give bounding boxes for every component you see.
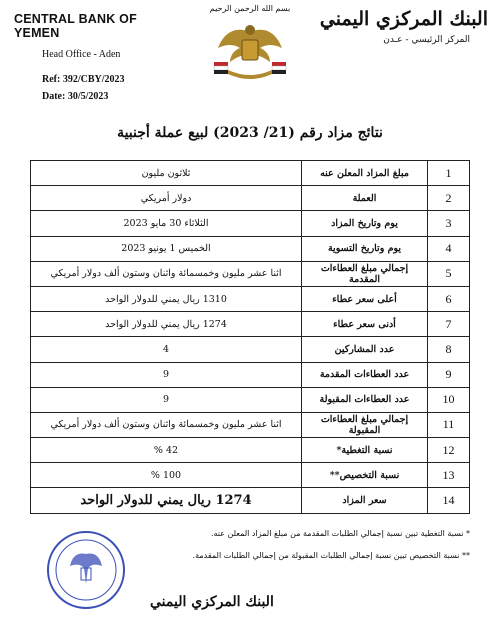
row-value: ثلاثون مليون [31, 161, 302, 186]
table-row [31, 161, 470, 186]
row-label: إجمالي مبلغ العطاءات المقبولة [302, 412, 428, 437]
basmala: بسم الله الرحمن الرحيم [209, 4, 291, 13]
document-date: Date: 30/5/2023 [42, 91, 109, 102]
bank-name-en: CENTRAL BANK OF YEMEN [14, 12, 137, 40]
table-row [31, 312, 470, 337]
row-number: 6 [428, 286, 470, 311]
header-left [14, 12, 184, 102]
row-value: 9 [31, 387, 302, 412]
row-label: سعر المزاد [302, 488, 428, 513]
row-label: عدد العطاءات المقبولة [302, 387, 428, 412]
auction-results-table [30, 160, 470, 514]
row-number: 10 [428, 387, 470, 412]
row-label: مبلغ المزاد المعلن عنه [302, 161, 428, 186]
row-value: اثنا عشر مليون وخمسمائة واثنان وستون ألف دولار أمريكي [31, 412, 302, 437]
row-number: 8 [428, 337, 470, 362]
yemen-emblem-icon [196, 4, 304, 86]
row-label: العملة [302, 186, 428, 211]
row-label: يوم وتاريخ المزاد [302, 211, 428, 236]
row-value: اثنا عشر مليون وخمسمائة واثنان وستون ألف دولار أمريكي [31, 261, 302, 286]
table-row [31, 186, 470, 211]
row-value: دولار أمريكي [31, 186, 302, 211]
row-value: 9 [31, 362, 302, 387]
row-label: يوم وتاريخ التسوية [302, 236, 428, 261]
row-label: عدد المشاركين [302, 337, 428, 362]
table-row [31, 488, 470, 513]
row-number: 9 [428, 362, 470, 387]
row-number: 5 [428, 261, 470, 286]
footnote-coverage: * نسبة التغطية تبين نسبة إجمالي الطلبات المقدمة من مبلغ المزاد المعلن عنه. [210, 529, 470, 538]
row-label: أدنى سعر عطاء [302, 312, 428, 337]
row-number: 2 [428, 186, 470, 211]
row-label: عدد العطاءات المقدمة [302, 362, 428, 387]
table-row [31, 261, 470, 286]
table-row [31, 438, 470, 463]
row-number: 14 [428, 488, 470, 513]
row-value: 4 [31, 337, 302, 362]
header-right [318, 8, 488, 45]
row-number: 7 [428, 312, 470, 337]
row-number: 11 [428, 412, 470, 437]
document-title: نتائج مزاد رقم (21/ 2023) لبيع عملة أجنبية [117, 125, 383, 141]
footnote-allocation: ** نسبة التخصيص تبين نسبة إجمالي الطلبات المقبولة من إجمالي الطلبات المقدمة. [192, 551, 470, 560]
row-label: نسبة التغطية* [302, 438, 428, 463]
row-label: نسبة التخصيص** [302, 463, 428, 488]
row-value: 1274 ريال يمني للدولار الواحد [31, 312, 302, 337]
row-value: 100 % [31, 463, 302, 488]
row-value: 1274 ريال يمني للدولار الواحد [31, 488, 302, 513]
table-row [31, 387, 470, 412]
row-label: إجمالي مبلغ العطاءات المقدمة [302, 261, 428, 286]
row-number: 12 [428, 438, 470, 463]
row-number: 4 [428, 236, 470, 261]
row-number: 1 [428, 161, 470, 186]
bank-stamp-icon [44, 528, 128, 612]
signature-bank-name: البنك المركزي اليمني [150, 594, 274, 610]
row-label: أعلى سعر عطاء [302, 286, 428, 311]
table-row [31, 236, 470, 261]
row-value: الخميس 1 يونيو 2023 [31, 236, 302, 261]
row-value: الثلاثاء 30 مايو 2023 [31, 211, 302, 236]
head-office-en: Head Office - Aden [42, 49, 121, 60]
table-row [31, 286, 470, 311]
reference-number: Ref: 392/CBY/2023 [42, 74, 125, 85]
bank-name-ar: البنك المركزي اليمني [319, 8, 488, 30]
table-row [31, 211, 470, 236]
table-row [31, 362, 470, 387]
table-row [31, 412, 470, 437]
row-value: 42 % [31, 438, 302, 463]
head-office-ar: المركز الرئيسي - عـدن [383, 35, 470, 45]
row-number: 3 [428, 211, 470, 236]
table-row [31, 463, 470, 488]
row-value: 1310 ريال يمني للدولار الواحد [31, 286, 302, 311]
row-number: 13 [428, 463, 470, 488]
table-row [31, 337, 470, 362]
